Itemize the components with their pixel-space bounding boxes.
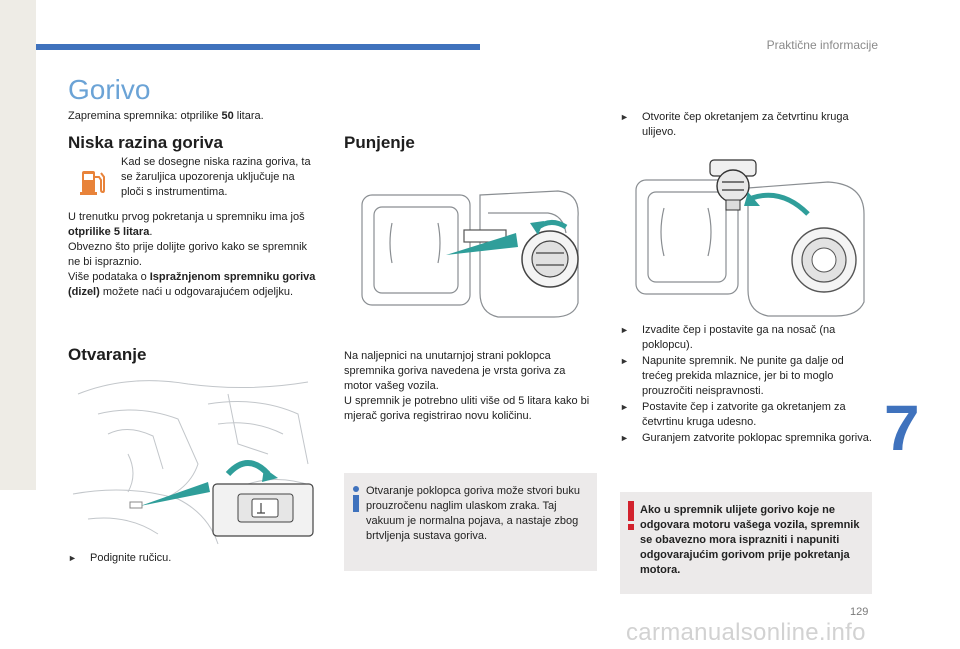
list-item: ► Izvadite čep i postavite ga na nosač (na poklopcu). — [620, 324, 836, 351]
page-title: Gorivo — [68, 74, 151, 105]
info-icon — [350, 485, 362, 513]
bullet-marker: ► — [620, 402, 629, 412]
watermark: carmanualsonline.info — [626, 619, 866, 646]
side-strip — [0, 0, 36, 490]
page-number: 129 — [850, 606, 869, 618]
fuel-cap-holder-illustration — [632, 152, 872, 320]
bullet-marker: ► — [620, 112, 629, 122]
low-fuel-description: U trenutku prvog pokretanja u spremniku ima još otprilike 5 litara. Obvezno što prije dolijte gorivo kako se spremnik ne bi ispraznio. Više podataka o Ispražnjenom spremniku goriva (dizel) možete naći u odgovarajućem odjeljku. — [68, 211, 316, 298]
tank-capacity: Zapremina spremnika: otprilike 50 litara. — [68, 110, 264, 122]
opening-heading: Otvaranje — [68, 345, 147, 364]
list-item: ► Postavite čep i zatvorite ga okretanjem za četvrtinu kruga udesno. — [620, 401, 846, 428]
step-list — [620, 323, 872, 447]
header-bar — [36, 44, 480, 50]
info-text: Otvaranje poklopca goriva može stvori buku prouzročenu naglim ulaskom zraka. Taj vakuum je normalna pojava, a nastaje zbog brtvljenja sustava goriva. — [366, 485, 580, 542]
fuel-cap-illustration — [358, 183, 586, 323]
low-fuel-warning-text: Kad se dosegne niska razina goriva, ta se žaruljica upozorenja uključuje na ploči s instrumentima. — [121, 156, 311, 198]
refuel-heading: Punjenje — [344, 133, 415, 152]
step-open-cap: ► Otvorite čep okretanjem za četvrtinu kruga ulijevo. — [620, 111, 849, 138]
fuel-pump-icon — [74, 163, 110, 199]
warning-text: Ako u spremnik ulijete gorivo koje ne odgovara motoru vašega vozila, spremnik se obavezno mora isprazniti i napuniti odgovarajućim gorivom prije pokretanja motora. — [640, 504, 860, 576]
exclamation-icon — [626, 501, 636, 531]
chapter-number: 7 — [884, 392, 920, 464]
bullet-marker: ► — [620, 433, 629, 443]
list-item: ► Napunite spremnik. Ne punite ga dalje od trećeg prekida mlaznice, jer bi to moglo prouzročiti neispravnosti. — [620, 355, 844, 397]
info-box — [344, 473, 597, 571]
low-fuel-heading: Niska razina goriva — [68, 133, 223, 152]
list-item: ► Guranjem zatvorite poklopac spremnika goriva. — [620, 432, 872, 444]
interior-lever-illustration — [68, 374, 321, 546]
section-label: Praktične informacije — [766, 38, 878, 52]
refuel-description: Na naljepnici na unutarnjoj strani poklopca spremnika goriva navedena je vrsta goriva za motor vašeg vozila. U spremnik je potrebno uliti više od 5 litara kako bi mjerač goriva registrirao novu količinu. — [344, 350, 590, 422]
bullet-marker: ► — [620, 356, 629, 366]
warning-box — [620, 492, 872, 594]
opening-step: ► Podignite ručicu. — [68, 552, 172, 564]
bullet-marker: ► — [620, 325, 629, 335]
bullet-marker: ► — [68, 553, 77, 563]
